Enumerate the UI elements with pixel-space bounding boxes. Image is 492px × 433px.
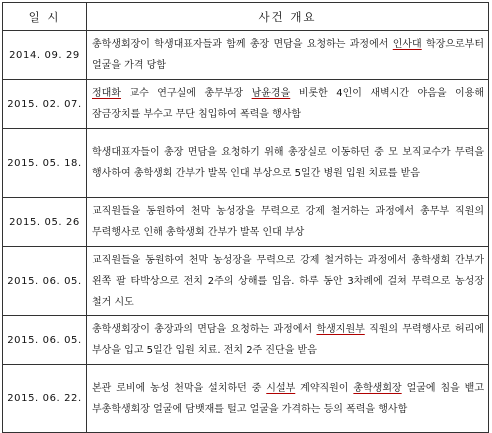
incident-table: [2, 2, 489, 433]
underlined-text: 총학생회장: [353, 382, 402, 394]
underlined-text: 인사대: [392, 39, 422, 50]
summary-column-header: 사건 개요: [87, 3, 489, 31]
summary-text: 비롯한 4인이 새벽시간 야음을 이용해 잠금장치를 부수고 무단 침입하여 폭력을 행사함: [92, 88, 484, 120]
summary-text: 직원의 무력행사로 허리에 부상을 입고 5일간 입원 치료. 전치 2주 진단을 받음: [92, 324, 484, 356]
table-row: [3, 129, 489, 198]
summary-text: 교직원들을 동원하여 천막 농성장을 무력으로 강제 철거하는 과정에서 총무부 직원의 무력행사로 인해 총학생회 간부가 발목 인대 부상: [92, 206, 484, 238]
summary-text: 학생대표자들이 총장 면담을 요청하기 위해 총장실로 이동하던 중 모 보직교수가 무력을 행사하여 총학생회 간부가 발목 인대 부상으로 5일간 병원 입원 치료를 받음: [92, 147, 484, 179]
header-row: [3, 3, 489, 31]
incident-summary: [87, 31, 489, 80]
incident-date: 2015. 05. 26: [3, 198, 87, 247]
table-row: [3, 247, 489, 316]
table-row: [3, 31, 489, 80]
incident-date: 2014. 09. 29: [3, 31, 87, 80]
underlined-text: 남윤경을: [251, 88, 291, 99]
summary-text: 본관 로비에 농성 천막을 설치하던 중: [92, 382, 267, 394]
table-row: [3, 80, 489, 129]
summary-text: 총학생회장이 학생대표자들과 함께 총장 면담을 요청하는 과정에서: [92, 39, 393, 50]
summary-text: 계약직원이: [295, 382, 354, 394]
incident-date: 2015. 05. 18.: [3, 129, 87, 198]
incident-date: 2015. 06. 05.: [3, 316, 87, 365]
summary-text: 학장으로부터 얼굴을 가격 당함: [92, 39, 484, 71]
incident-summary: [87, 247, 489, 316]
underlined-text: 정대화: [92, 88, 121, 99]
table-header: [3, 3, 489, 31]
summary-text: 교수 연구실에 총무부장: [120, 88, 252, 99]
date-column-header: 일 시: [3, 3, 87, 31]
table-row: [3, 198, 489, 247]
summary-text: 총학생회장이 총장과의 면담을 요청하는 과정에서: [92, 324, 317, 335]
table-row: [3, 365, 489, 433]
incident-summary: [87, 316, 489, 365]
underlined-text: 시설부: [266, 382, 296, 394]
summary-text: 교직원들을 동원하여 천막 농성장을 무력으로 강제 철거하는 과정에서 총학생회 간부가 왼쪽 팔 타박상으로 전치 2주의 상해를 입음. 하루 동안 3차례에 걸쳐 무력으로 농성장 철거 시도: [92, 254, 484, 308]
incident-summary: [87, 198, 489, 247]
incident-date: 2015. 02. 07.: [3, 80, 87, 129]
table-row: [3, 316, 489, 365]
incident-date: 2015. 06. 22.: [3, 365, 87, 433]
incident-summary: [87, 80, 489, 129]
incident-date: 2015. 06. 05.: [3, 247, 87, 316]
incident-summary: [87, 365, 489, 433]
summary-text: 얼굴에 침을 뱉고 부총학생회장 얼굴에 담뱃재를 털고 얼굴을 가격하는 등의 폭력을 행사함: [92, 382, 484, 415]
underlined-text: 학생지원부: [316, 324, 365, 335]
incident-summary: [87, 129, 489, 198]
